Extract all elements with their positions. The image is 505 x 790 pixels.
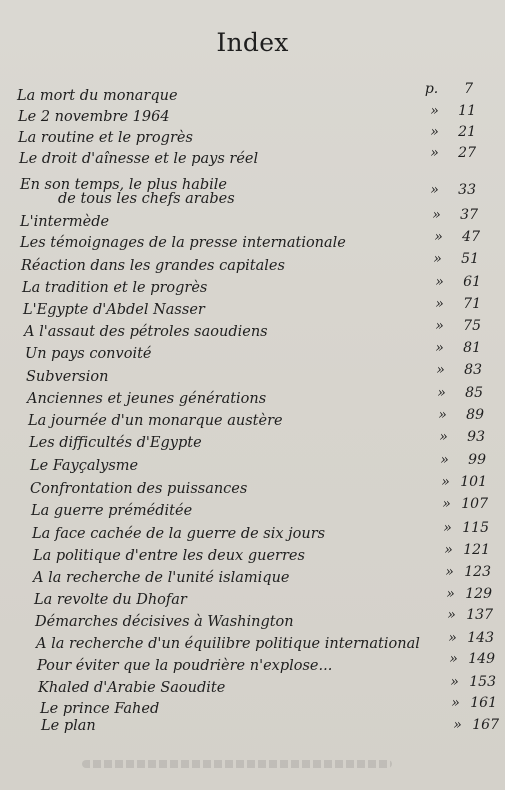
page-marker: » xyxy=(435,340,444,356)
page-number: 161 xyxy=(470,695,497,711)
entry-page-ref xyxy=(428,492,488,516)
index-entry xyxy=(30,474,487,501)
index-entry xyxy=(41,717,499,742)
page-marker: » xyxy=(435,296,444,312)
index-entry xyxy=(23,296,481,322)
entry-title: La mort du monarque xyxy=(17,88,178,104)
page-marker: » xyxy=(433,251,442,267)
entry-title: La guerre préméditée xyxy=(31,503,193,519)
page-number: 137 xyxy=(466,607,493,623)
entry-page-ref xyxy=(419,247,479,271)
page-marker: » xyxy=(430,145,439,161)
page-marker: » xyxy=(437,385,446,401)
entry-title: Le Fayçalysme xyxy=(30,458,139,474)
page-marker: » xyxy=(435,274,444,290)
page-number: 75 xyxy=(463,318,481,334)
entry-page-ref xyxy=(426,448,486,472)
page-number: 83 xyxy=(464,362,482,378)
entry-title: Le 2 novembre 1964 xyxy=(18,109,170,125)
page-marker: » xyxy=(447,607,456,623)
entry-title: Khaled d'Arabie Saoudite xyxy=(38,680,226,696)
page-number: 89 xyxy=(466,407,484,423)
printer-imprint-mark xyxy=(82,760,392,768)
page-number: 153 xyxy=(469,674,496,690)
page-number: 61 xyxy=(463,274,481,290)
entry-title: Anciennes et jeunes générations xyxy=(27,391,267,407)
entry-page-ref xyxy=(425,425,485,449)
page-marker: » xyxy=(449,651,458,667)
page-number: 99 xyxy=(468,452,486,468)
entry-page-ref xyxy=(421,292,481,316)
entry-title: La revolte du Dhofar xyxy=(34,592,187,608)
page-marker: » xyxy=(444,542,453,558)
page-number: 121 xyxy=(463,542,490,558)
index-entry xyxy=(33,544,488,568)
page-marker: » xyxy=(451,695,460,711)
entry-page-ref xyxy=(429,516,489,540)
index-entry xyxy=(22,274,481,300)
entry-title: L'intermède xyxy=(20,214,110,230)
index-entry xyxy=(21,251,479,278)
entry-title: Réaction dans les grandes capitales xyxy=(21,258,285,274)
entry-title: Démarches décisives à Washington xyxy=(35,614,294,630)
entry-title: Le prince Fahed xyxy=(40,701,160,717)
entry-title: Subversion xyxy=(26,369,109,385)
page-marker: » xyxy=(430,182,439,198)
page-marker: » xyxy=(440,452,449,468)
entry-page-ref xyxy=(422,358,482,382)
entry-page-ref xyxy=(435,647,495,671)
entry-page-ref xyxy=(421,314,481,338)
entry-title: La tradition et le progrès xyxy=(22,280,208,296)
page-number: 93 xyxy=(467,429,485,445)
entry-title xyxy=(20,178,235,206)
entry-title: Le plan xyxy=(41,718,96,734)
entry-title: La routine et le progrès xyxy=(18,130,193,146)
page-marker: » xyxy=(441,474,450,490)
index-entry xyxy=(20,229,480,255)
page-marker: » xyxy=(438,407,447,423)
index-entry xyxy=(28,409,483,433)
page-marker: » xyxy=(435,318,444,334)
index-entry xyxy=(19,147,474,171)
page-number: 85 xyxy=(465,385,483,401)
page-number: 11 xyxy=(458,103,476,119)
page-marker: » xyxy=(450,674,459,690)
entry-title: La journée d'un monarque austère xyxy=(28,413,283,429)
index-entry xyxy=(37,651,495,678)
page-number: 51 xyxy=(461,251,479,267)
page-number: 129 xyxy=(465,586,492,602)
page-number: 33 xyxy=(458,182,476,198)
entry-title: Un pays convoité xyxy=(25,346,152,362)
page-marker: » xyxy=(448,630,457,646)
entry-title: Les difficultés d'Egypte xyxy=(29,435,202,451)
index-entry xyxy=(29,431,484,455)
page-marker: » xyxy=(446,586,455,602)
entry-page-ref xyxy=(431,560,491,584)
entry-page-ref xyxy=(413,77,473,101)
entry-page-ref xyxy=(423,381,483,405)
page-number: 101 xyxy=(460,474,487,490)
page-marker: » xyxy=(434,229,443,245)
entry-page-ref xyxy=(420,225,480,249)
page-number: 47 xyxy=(462,229,480,245)
page-number: 21 xyxy=(458,124,476,140)
entry-title: A l'assaut des pétroles saoudiens xyxy=(24,324,268,340)
page-number: 7 xyxy=(464,81,473,97)
index-entry xyxy=(25,342,480,366)
index-entry xyxy=(27,387,482,411)
page-marker: » xyxy=(432,207,441,223)
entry-title: L'Egypte d'Abdel Nasser xyxy=(23,302,205,318)
page-number: 71 xyxy=(463,296,481,312)
page-marker: » xyxy=(430,103,439,119)
page-number: 115 xyxy=(462,520,489,536)
page-marker: » xyxy=(453,717,462,733)
entry-title: Pour éviter que la poudrière n'explose... xyxy=(37,658,333,674)
page-marker: » xyxy=(436,362,445,378)
page-number: 149 xyxy=(468,651,495,667)
index-entry xyxy=(32,522,487,546)
entry-page-ref xyxy=(433,603,493,627)
entry-page-ref xyxy=(430,538,490,562)
entry-title: La face cachée de la guerre de six jours xyxy=(32,526,326,542)
entry-title: Les témoignages de la presse internationale xyxy=(20,235,346,251)
page-marker: » xyxy=(430,124,439,140)
page-marker: p. xyxy=(424,81,439,97)
entry-title: A la recherche d'un équilibre politique international xyxy=(36,636,420,652)
entry-page-ref xyxy=(418,203,478,227)
index-entry xyxy=(26,362,482,389)
page-marker: » xyxy=(442,496,451,512)
page-number: 37 xyxy=(460,207,478,223)
page-marker: » xyxy=(445,564,454,580)
entry-title: La politique d'entre les deux guerres xyxy=(33,548,305,564)
entry-title: Le droit d'aînesse et le pays réel xyxy=(19,151,259,167)
entry-title: A la recherche de l'unité islamique xyxy=(33,570,290,586)
index-entry xyxy=(34,586,492,612)
entry-page-ref xyxy=(439,713,499,737)
entry-page-ref xyxy=(416,178,476,202)
page-number: 123 xyxy=(464,564,491,580)
entry-page-ref xyxy=(421,270,481,294)
page-title: Index xyxy=(216,28,289,57)
entry-title: Confrontation des puissances xyxy=(30,481,248,497)
page-number: 143 xyxy=(467,630,494,646)
page-marker: » xyxy=(443,520,452,536)
entry-page-ref xyxy=(416,141,476,165)
entry-page-ref xyxy=(424,403,484,427)
index-entry xyxy=(24,320,479,344)
entry-page-ref xyxy=(437,691,497,715)
index-entry xyxy=(30,454,485,478)
page-number: 27 xyxy=(458,145,476,161)
entry-title-line: En son temps, le plus habile xyxy=(20,177,228,193)
index-entry xyxy=(33,564,491,590)
index-entry xyxy=(20,176,475,208)
index-entry xyxy=(35,607,493,634)
entry-page-ref xyxy=(421,336,481,360)
index-entry xyxy=(36,630,494,656)
page-number: 81 xyxy=(463,340,481,356)
page-number: 167 xyxy=(472,717,499,733)
index-entry xyxy=(31,496,488,523)
entry-page-ref xyxy=(427,470,487,494)
entry-title-line: de tous les chefs arabes xyxy=(58,191,235,207)
page-marker: » xyxy=(439,429,448,445)
page-number: 107 xyxy=(461,496,488,512)
